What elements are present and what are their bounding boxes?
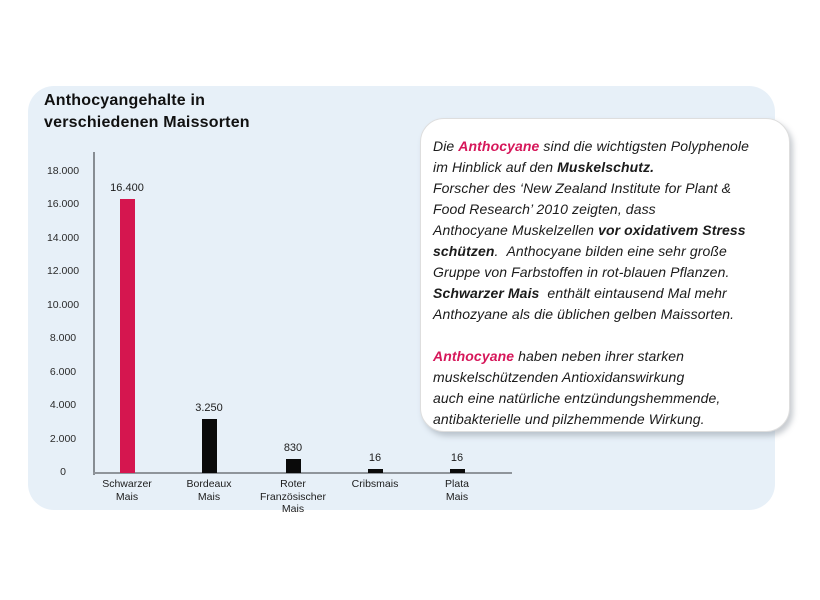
info-text: im Hinblick auf den — [433, 159, 558, 175]
x-category-label-line: Mais — [445, 490, 469, 503]
info-bold-schwarzer-mais: Schwarzer Mais — [433, 285, 540, 301]
info-accent-anthocyane-1: Anthocyane — [458, 138, 540, 154]
bar-value-label: 3.250 — [195, 402, 223, 414]
y-tick-label: 0 — [60, 466, 66, 478]
info-text: Forscher des ‘New Zealand Institute for Plant & — [433, 180, 732, 196]
info-text: Anthozyane als die üblichen gelben Maissorten. — [433, 306, 735, 322]
info-text: Food Research’ 2010 zeigten, dass — [433, 201, 656, 217]
x-category-label-line: Bordeaux — [186, 478, 232, 490]
info-bold-stress: vor oxidativem Stress — [598, 222, 746, 238]
info-bold-schuetzen: schützen — [433, 243, 495, 259]
bar-value-label: 16.400 — [110, 182, 144, 194]
x-category-label-line: Schwarzer — [102, 478, 152, 490]
bar-value-label: 830 — [283, 442, 303, 454]
info-text: Die — [433, 138, 459, 154]
bar — [202, 419, 217, 473]
x-category-label-line: Französischer — [260, 490, 326, 503]
y-tick-label: 8.000 — [49, 332, 77, 345]
chart-title-line2: verschiedenen Maissorten — [44, 114, 250, 131]
x-category-label-line: Cribsmais — [351, 478, 399, 490]
y-axis-line — [93, 152, 95, 475]
x-category-label-line: Roter — [280, 478, 306, 490]
bar — [286, 459, 301, 473]
info-text: muskelschützenden Antioxidanswirkung — [433, 369, 685, 385]
x-category-label-line: Mais — [115, 490, 139, 503]
bar — [120, 199, 135, 473]
info-paragraph-2 — [433, 346, 777, 430]
info-paragraph-1 — [433, 136, 777, 325]
bar — [450, 469, 465, 473]
info-text: sind die wichtigsten Polyphenole — [539, 138, 749, 154]
y-tick-label: 14.000 — [46, 231, 80, 244]
y-tick-label: 10.000 — [46, 298, 80, 311]
y-tick-label: 6.000 — [49, 365, 77, 378]
info-text: auch eine natürliche entzündungshemmende, — [433, 390, 721, 406]
x-category-label-line: Mais — [197, 490, 221, 503]
y-tick-label: 4.000 — [49, 399, 77, 412]
chart-title — [44, 90, 250, 134]
info-text: Anthocyane Muskelzellen — [433, 222, 599, 238]
y-tick-label: 18.000 — [46, 165, 80, 177]
info-text: Gruppe von Farbstoffen in rot-blauen Pflanzen. — [433, 264, 730, 280]
info-bold-muskelschutz: Muskelschutz. — [557, 159, 655, 175]
y-tick-label: 12.000 — [46, 265, 80, 278]
info-text: haben neben ihrer starken — [514, 348, 685, 364]
y-tick-label: 16.000 — [46, 198, 80, 211]
x-category-label-line: Plata — [445, 478, 469, 490]
x-category-label-line: Mais — [281, 503, 305, 515]
info-accent-anthocyane-2: Anthocyane — [433, 348, 515, 364]
y-tick-label: 2.000 — [49, 432, 77, 445]
info-text: . Anthocyane bilden eine sehr große — [494, 243, 727, 259]
info-text: antibakterielle und pilzhemmende Wirkung. — [433, 411, 705, 427]
bar-value-label: 16 — [450, 452, 464, 464]
x-category-label — [409, 478, 505, 503]
x-category-label — [161, 478, 257, 503]
bar — [368, 469, 383, 473]
info-box — [420, 118, 790, 432]
chart-title-line1: Anthocyangehalte in — [44, 92, 206, 109]
bar-value-label: 16 — [368, 452, 382, 464]
info-text: enthält eintausend Mal mehr — [539, 285, 727, 301]
